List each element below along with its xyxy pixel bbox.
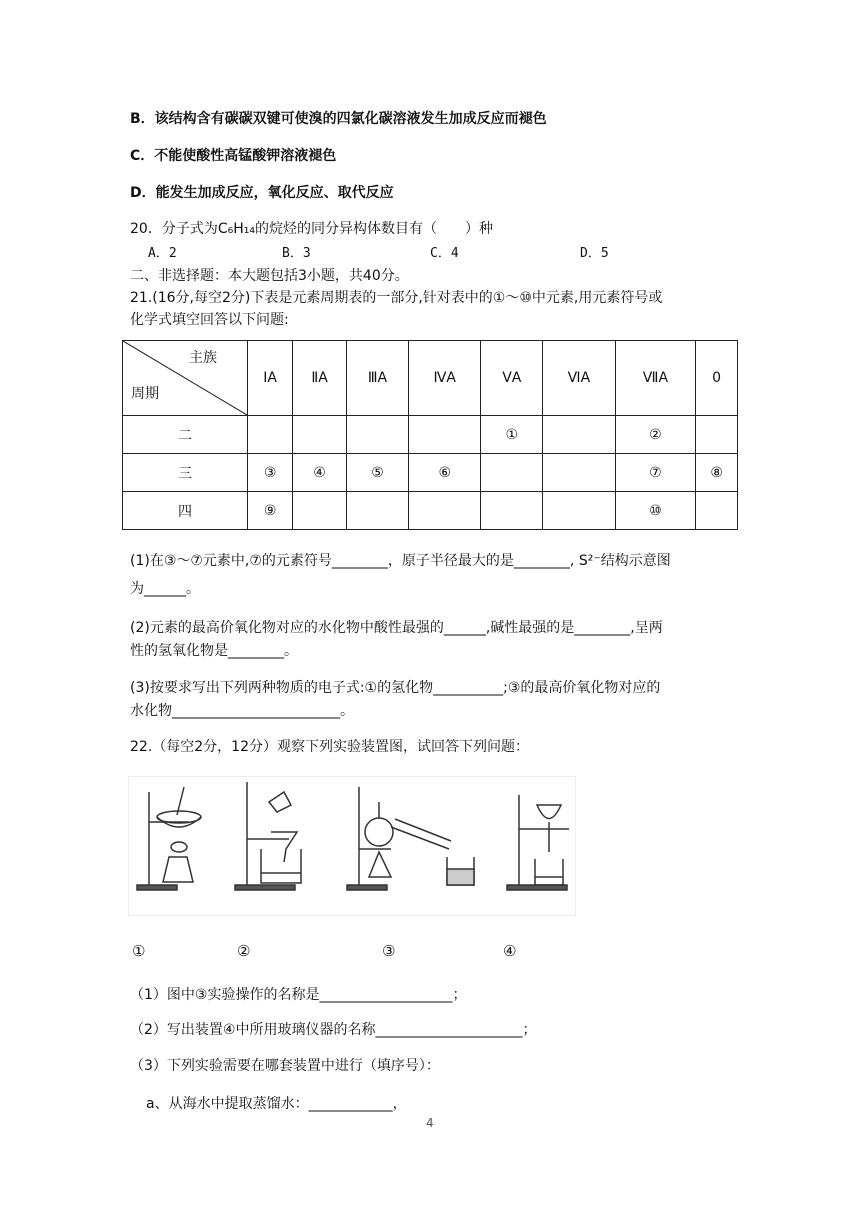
- table-cell: [543, 454, 615, 492]
- header-cell: ⅦA: [615, 341, 696, 416]
- q21-part3-line2: 水化物________________________。: [130, 703, 354, 719]
- corner-label-period: 周期: [131, 386, 159, 402]
- table-cell: ⑥: [409, 454, 481, 492]
- table-row: [123, 454, 738, 492]
- table-cell: [481, 492, 543, 530]
- q19-option-d: D．能发生加成反应，氧化反应、取代反应: [130, 185, 394, 201]
- table-cell: [696, 492, 738, 530]
- figure-label-2: ②: [237, 942, 251, 960]
- q22-part-a: a、从海水中提取蒸馏水：____________，: [146, 1096, 407, 1112]
- q21-stem-line1: 21.(16分,每空2分)下表是元素周期表的一部分,针对表中的①～⑩中元素,用元素符号或: [130, 290, 663, 306]
- lab-apparatus-figure: [128, 776, 576, 916]
- table-cell: [543, 492, 615, 530]
- q21-part1-line1: (1)在③～⑦元素中,⑦的元素符号________，原子半径最大的是________, S²⁻结构示意图: [130, 553, 671, 569]
- q20-stem: 20．分子式为C₆H₁₄的烷烃的同分异构体数目有（ ）种: [130, 221, 493, 237]
- header-cell: ⅤA: [481, 341, 543, 416]
- table-cell: [543, 416, 615, 454]
- table-cell: [293, 492, 347, 530]
- q21-part2-line2: 性的氢氧化物是________。: [130, 643, 298, 659]
- q20-option-c: C．4: [430, 246, 459, 261]
- table-cell: [293, 416, 347, 454]
- q22-part2: （2）写出装置④中所用玻璃仪器的名称_____________________；: [130, 1022, 537, 1038]
- apparatus-drawing: [129, 777, 575, 915]
- q21-part3-line1: (3)按要求写出下列两种物质的电子式:①的氢化物__________;③的最高价氧化物对应的: [130, 680, 661, 696]
- figure-label-4: ④: [503, 942, 517, 960]
- period-cell: 三: [123, 454, 248, 492]
- q19-option-b: B．该结构含有碳碳双键可使溴的四氯化碳溶液发生加成反应而褪色: [130, 111, 547, 127]
- table-cell: ⑦: [615, 454, 696, 492]
- header-cell: ⅢA: [346, 341, 408, 416]
- table-cell: ⑤: [346, 454, 408, 492]
- page-number: 4: [426, 1116, 434, 1130]
- q21-part1-line2: 为______。: [130, 581, 200, 597]
- q20-option-a: A．2: [148, 246, 177, 261]
- diagonal-line: [123, 341, 247, 415]
- period-cell: 四: [123, 492, 248, 530]
- periodic-table: [122, 340, 738, 530]
- table-corner: [123, 341, 248, 416]
- q20-option-d: D．5: [580, 246, 609, 261]
- corner-label-group: 主族: [189, 350, 217, 366]
- section-heading: 二、非选择题：本大题包括3小题，共40分。: [130, 268, 409, 284]
- table-cell: [346, 492, 408, 530]
- figure-label-1: ①: [132, 942, 146, 960]
- header-cell: 0: [696, 341, 738, 416]
- figure-label-3: ③: [382, 942, 396, 960]
- table-cell: [696, 416, 738, 454]
- table-cell: ②: [615, 416, 696, 454]
- table-row: [123, 492, 738, 530]
- table-cell: [248, 416, 293, 454]
- table-cell: ⑨: [248, 492, 293, 530]
- header-cell: ⅥA: [543, 341, 615, 416]
- table-cell: [409, 492, 481, 530]
- period-cell: 二: [123, 416, 248, 454]
- table-cell: ③: [248, 454, 293, 492]
- q19-option-c: C．不能使酸性高锰酸钾溶液褪色: [130, 148, 337, 164]
- q21-stem-line2: 化学式填空回答以下问题:: [130, 312, 289, 328]
- q22-part3: （3）下列实验需要在哪套装置中进行（填序号）：: [130, 1058, 440, 1074]
- table-cell: ⑩: [615, 492, 696, 530]
- header-cell: ⅡA: [293, 341, 347, 416]
- q20-option-b: B．3: [282, 246, 311, 261]
- table-cell: [409, 416, 481, 454]
- table-cell: ④: [293, 454, 347, 492]
- table-row: [123, 416, 738, 454]
- header-cell: ⅠA: [248, 341, 293, 416]
- table-cell: [481, 454, 543, 492]
- header-cell: ⅣA: [409, 341, 481, 416]
- table-cell: ①: [481, 416, 543, 454]
- table-cell: [346, 416, 408, 454]
- q22-part1: （1）图中③实验操作的名称是___________________；: [130, 987, 467, 1003]
- q22-stem: 22.（每空2分，12分）观察下列实验装置图，试回答下列问题：: [130, 739, 529, 755]
- q21-part2-line1: (2)元素的最高价氧化物对应的水化物中酸性最强的______,碱性最强的是________,呈两: [130, 620, 663, 636]
- table-cell: ⑧: [696, 454, 738, 492]
